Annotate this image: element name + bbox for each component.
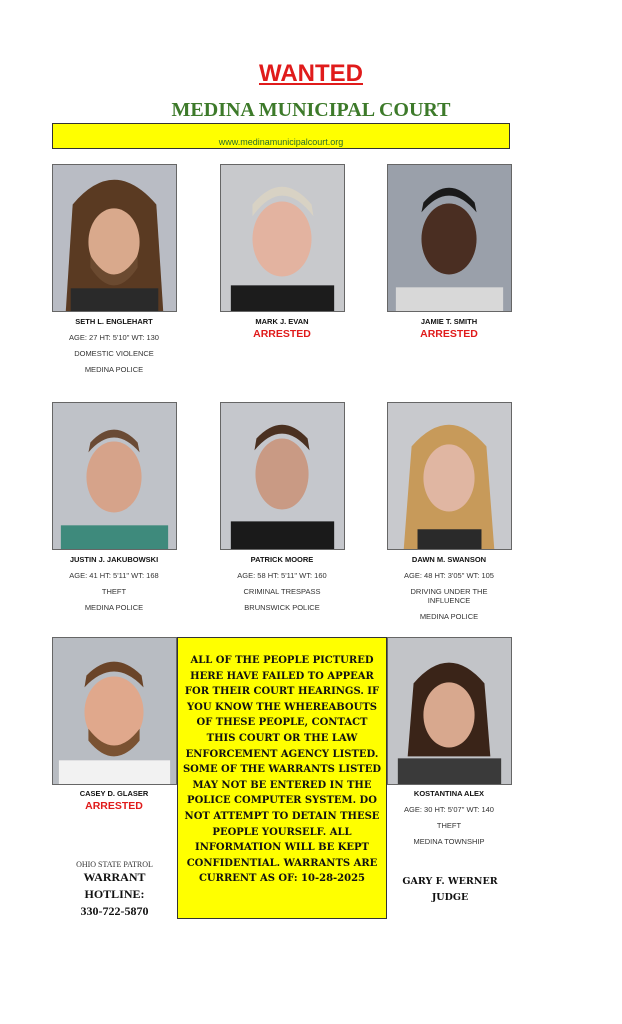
person-name: JAMIE T. SMITH — [420, 317, 478, 326]
person-info — [207, 555, 357, 612]
person-charge: THEFT — [436, 821, 462, 830]
mugshot-photo — [387, 164, 512, 312]
judge-signature — [390, 874, 510, 906]
mugshot-photo — [387, 637, 512, 785]
hotline-phone[interactable]: 330-722-5870 — [80, 904, 149, 918]
hotline-agency: OHIO STATE PATROL — [76, 860, 153, 869]
warrant-hotline — [52, 860, 177, 920]
person-agency: MEDINA POLICE — [419, 612, 479, 621]
arrested-status: ARRESTED — [85, 800, 143, 812]
hotline-label-2: HOTLINE: — [84, 887, 145, 901]
person-agency: BRUNSWICK POLICE — [244, 603, 320, 612]
notice-box: ALL OF THE PEOPLE PICTURED HERE HAVE FAILED TO APPEAR FOR THEIR COURT HEARINGS. IF YOU KNOW THE WHEREABOUTS OF THESE PEOPLE, CONTACT THIS COURT OR THE LAW ENFORCEMENT AGENCY LISTED. SOME OF THE WARRANTS LISTED MAY NOT BE ENTERED IN THE POLICE COMPUTER SYSTEM. DO NOT ATTEMPT TO DETAIN THESE PEOPLE YOURSELF. ALL INFORMATION WILL BE KEPT CONFIDENTIAL. WARRANTS ARE CURRENT AS OF: 10-28-2025 — [177, 637, 387, 919]
judge-name: GARY F. WERNER — [402, 876, 498, 887]
arrested-status: ARRESTED — [253, 328, 311, 340]
arrested-status: ARRESTED — [420, 328, 478, 340]
website-bar — [52, 123, 510, 149]
person-charge: DOMESTIC VIOLENCE — [74, 349, 154, 358]
mugshot-photo — [220, 402, 345, 550]
person-info — [374, 317, 524, 340]
website-link[interactable]: www.medinamunicipalcourt.org — [218, 137, 344, 147]
mugshot-photo — [387, 402, 512, 550]
person-info — [207, 317, 357, 340]
person-stats: AGE: 41 HT: 5'11" WT: 168 — [69, 571, 159, 580]
person-agency: MEDINA POLICE — [84, 365, 144, 374]
court-name: MEDINA MUNICIPAL COURT — [171, 99, 451, 121]
person-info — [374, 789, 524, 846]
person-info — [39, 789, 189, 812]
mugshot-photo — [52, 164, 177, 312]
person-info — [39, 555, 189, 612]
person-name: PATRICK MOORE — [250, 555, 314, 564]
person-name: DAWN M. SWANSON — [411, 555, 487, 564]
wanted-title: WANTED — [259, 60, 363, 87]
person-info — [374, 555, 524, 621]
person-name: MARK J. EVAN — [255, 317, 309, 326]
hotline-label: WARRANT — [83, 870, 146, 884]
person-charge: DRIVING UNDER THE INFLUENCE — [410, 587, 488, 605]
person-stats: AGE: 48 HT: 3'05" WT: 105 — [404, 571, 494, 580]
person-charge: THEFT — [101, 587, 127, 596]
person-charge: CRIMINAL TRESPASS — [243, 587, 321, 596]
person-agency: MEDINA POLICE — [84, 603, 144, 612]
person-agency: MEDINA TOWNSHIP — [413, 837, 485, 846]
person-stats: AGE: 27 HT: 5'10" WT: 130 — [69, 333, 159, 342]
judge-title: JUDGE — [431, 892, 469, 903]
person-name: SETH L. ENGLEHART — [75, 317, 153, 326]
person-name: JUSTIN J. JAKUBOWSKI — [69, 555, 159, 564]
mugshot-photo — [52, 402, 177, 550]
person-info — [39, 317, 189, 374]
person-stats: AGE: 30 HT: 5'07" WT: 140 — [404, 805, 494, 814]
person-stats: AGE: 58 HT: 5'11" WT: 160 — [237, 571, 327, 580]
mugshot-photo — [220, 164, 345, 312]
mugshot-photo — [52, 637, 177, 785]
person-name: KOSTANTINA ALEX — [413, 789, 485, 798]
person-name: CASEY D. GLASER — [79, 789, 149, 798]
